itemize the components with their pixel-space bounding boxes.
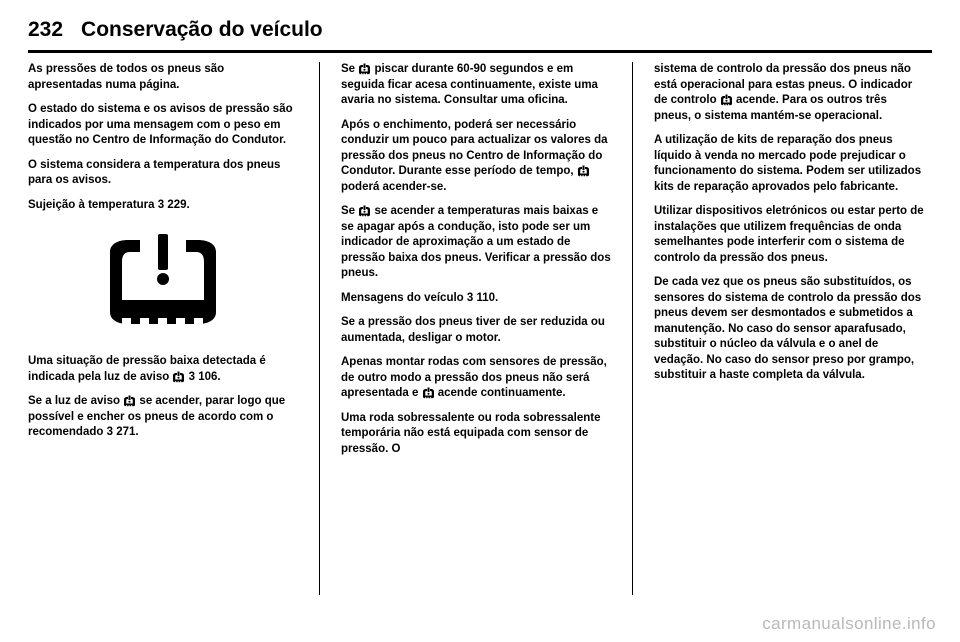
tpms-warning-icon (577, 165, 590, 181)
column-2 (341, 62, 611, 602)
text-columns (28, 62, 932, 602)
page-header (28, 18, 932, 52)
paragraph: Mensagens do veículo 3 110. (341, 291, 499, 304)
paragraph: Se a pressão dos pneus tiver de ser reduzida ou aumentada, desligar o motor. (341, 316, 605, 344)
paragraph: Apenas montar rodas com sensores de pressão, de outro modo a pressão dos pneus não será apresentada e acende continuamente. (341, 355, 611, 402)
tpms-warning-icon (720, 94, 733, 110)
column-1 (28, 62, 298, 602)
paragraph: De cada vez que os pneus são substituídos, os sensores do sistema de controlo da pressão dos pneus devem ser desmontados e submetidos a manutenção. No caso do sensor aparafusado, substituir o núcleo da válvula e o anel de vedação. No caso do sensor preso por grampo, substituir a haste completa da válvula. (654, 276, 922, 381)
page-title: Conservação do veículo (81, 18, 323, 41)
tpms-warning-icon (358, 205, 371, 221)
paragraph: Se piscar durante 60-90 segundos e em seguida ficar acesa continuamente, existe uma avaria no sistema. Consultar uma oficina. (341, 63, 598, 106)
paragraph: O sistema considera a temperatura dos pneus para os avisos. (28, 158, 281, 186)
column-3 (654, 62, 924, 602)
tpms-warning-icon (123, 395, 136, 411)
paragraph: O estado do sistema e os avisos de pressão são indicados por uma mensagem com o peso em questão no Centro de Informação do Condutor. (28, 103, 293, 146)
tpms-warning-symbol-figure (28, 222, 298, 342)
paragraph: sistema de controlo da pressão dos pneus não está operacional para estas pneus. O indicador de controlo acende. Para os outros três pneus, o sistema mantém-se operacional. (654, 63, 913, 122)
column-divider (319, 62, 320, 595)
paragraph: Se se acender a temperaturas mais baixas e se apagar após a condução, isto pode ser um indicador de aproximação a um estado de pressão baixa dos pneus. Verificar a pressão dos pneus. (341, 205, 611, 279)
tpms-warning-icon (358, 63, 371, 79)
paragraph: Utilizar dispositivos eletrónicos ou estar perto de instalações que utilizem frequências de onda semelhantes pode interferir com o sistema de controlo da pressão dos pneus. (654, 205, 924, 264)
column-divider (632, 62, 633, 595)
tpms-warning-icon (172, 371, 185, 387)
paragraph: Se a luz de aviso se acender, parar logo que possível e encher os pneus de acordo com o recomendado 3 271. (28, 395, 286, 438)
paragraph: Uma roda sobressalente ou roda sobressalente temporária não está equipada com sensor de pressão. O (341, 411, 601, 455)
paragraph: A utilização de kits de reparação dos pneus líquido à venda no mercado pode prejudicar o funcionamento do sistema. Podem ser utilizados kits de reparação aprovados pelo fabricante. (654, 134, 922, 193)
page-number: 232 (28, 18, 64, 41)
tpms-warning-icon (422, 387, 435, 403)
paragraph: Uma situação de pressão baixa detectada é indicada pela luz de aviso 3 106. (28, 354, 298, 385)
paragraph: Sujeição à temperatura 3 229. (28, 198, 190, 211)
paragraph: Após o enchimento, poderá ser necessário conduzir um pouco para actualizar os valores da pressão dos pneus no Centro de Informação do Condutor. Durante esse período de tempo, poderá acender-se. (341, 118, 608, 193)
header-divider (28, 50, 932, 53)
watermark: carmanualsonline.info (762, 614, 936, 633)
paragraph: As pressões de todos os pneus são apresentadas numa página. (28, 63, 225, 91)
